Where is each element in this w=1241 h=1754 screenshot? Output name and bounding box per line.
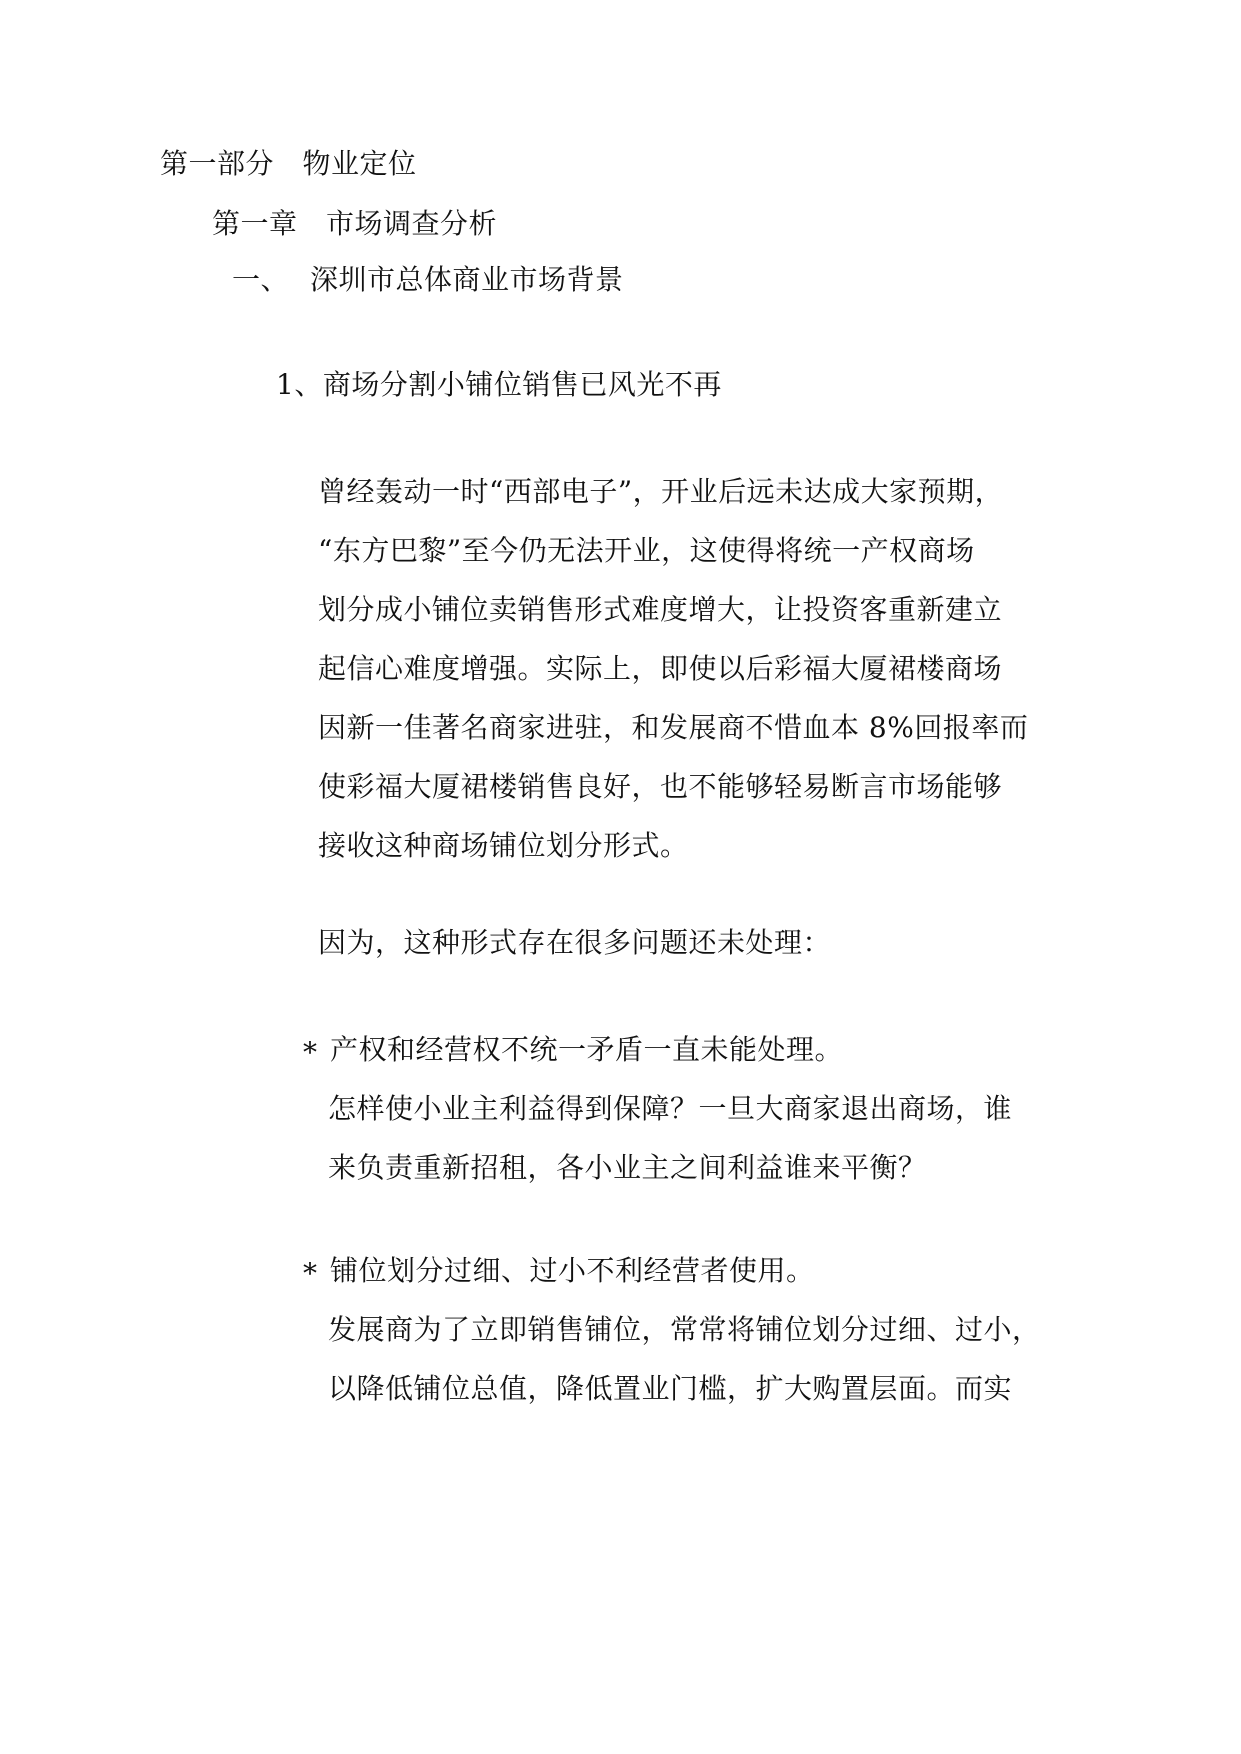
section-title: 深圳市总体商业市场背景 <box>310 263 624 296</box>
bullet-body-line: 怎样使小业主利益得到保障？一旦大商家退出商场，谁 <box>328 1092 1013 1125</box>
bullet-heading: 产权和经营权不统一矛盾一直未能处理。 <box>330 1033 844 1066</box>
asterisk-bullet-icon: * <box>303 1257 317 1290</box>
chapter-title: 第一章 市场调查分析 <box>212 207 498 240</box>
bullet-body-line: 发展商为了立即销售铺位，常常将铺位划分过细、过小， <box>328 1313 1041 1346</box>
section-number: 一、 <box>232 263 290 296</box>
paragraph-line: 因新一佳著名商家进驻，和发展商不惜血本 8%回报率而 <box>318 711 1029 744</box>
bullet-body-line: 以降低铺位总值，降低置业门槛，扩大购置层面。而实 <box>328 1372 1013 1405</box>
paragraph-line: 划分成小铺位卖销售形式难度增大，让投资客重新建立 <box>318 593 1003 626</box>
paragraph-line: 起信心难度增强。实际上，即使以后彩福大厦裙楼商场 <box>318 652 1003 685</box>
part-title: 第一部分 物业定位 <box>160 147 417 180</box>
bullet-heading: 铺位划分过细、过小不利经营者使用。 <box>330 1254 815 1287</box>
paragraph-line: “东方巴黎”至今仍无法开业，这使得将统一产权商场 <box>318 534 975 567</box>
paragraph-line: 曾经轰动一时“西部电子”，开业后远未达成大家预期， <box>318 475 1004 508</box>
paragraph-2: 因为，这种形式存在很多问题还未处理： <box>318 926 832 959</box>
paragraph-line: 接收这种商场铺位划分形式。 <box>318 829 689 862</box>
subsection-title: 1、商场分割小铺位销售已风光不再 <box>276 368 722 401</box>
paragraph-line: 使彩福大厦裙楼销售良好，也不能够轻易断言市场能够 <box>318 770 1003 803</box>
asterisk-bullet-icon: * <box>303 1036 317 1069</box>
bullet-body-line: 来负责重新招租，各小业主之间利益谁来平衡？ <box>328 1151 927 1184</box>
